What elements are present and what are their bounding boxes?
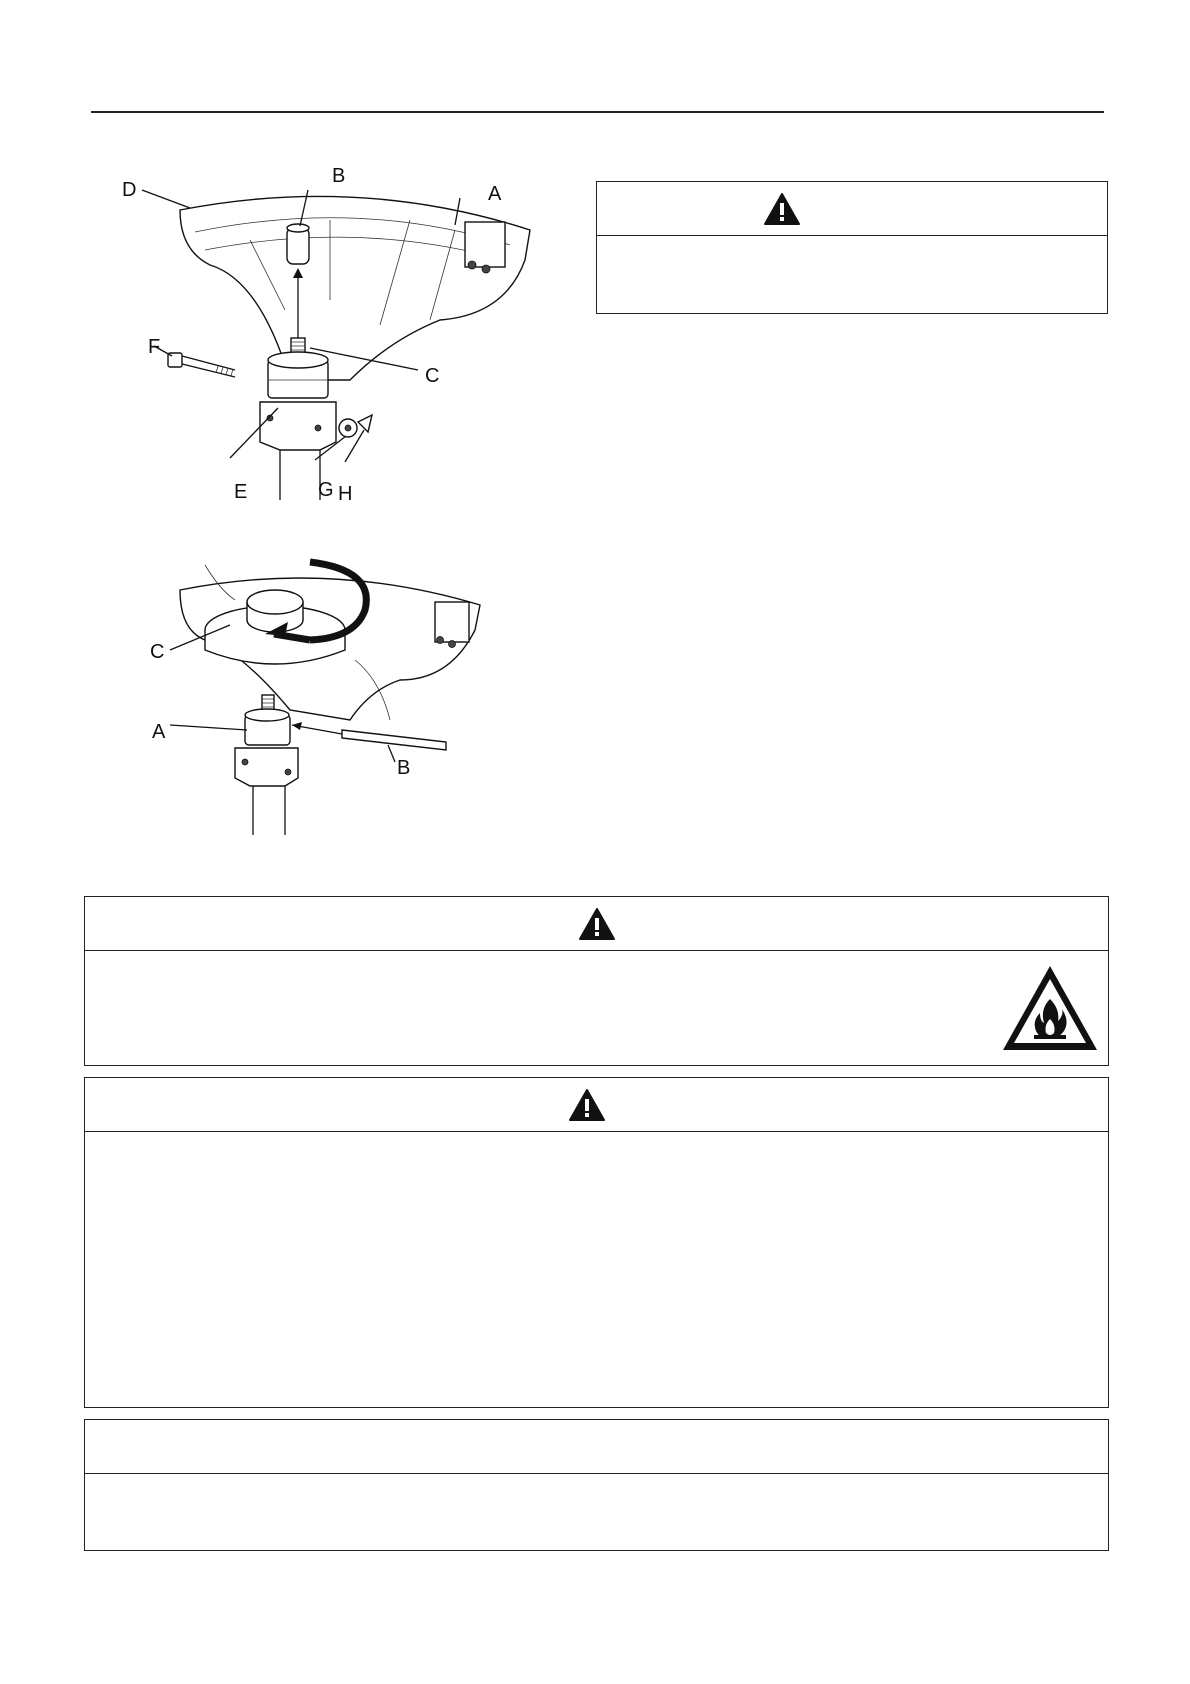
note-box [84,1419,1109,1551]
fig1-label-f: F [148,336,161,358]
fig1-label-d: D [122,179,137,201]
fig1-label-c: C [425,365,440,387]
warning-triangle-icon [763,192,801,226]
warning-box-3 [84,1077,1109,1408]
warning-box-1-header [597,182,1107,236]
flammable-hazard-icon [1000,963,1100,1053]
fig2-label-a: A [152,721,166,743]
warning-triangle-icon [568,1088,606,1122]
warning-box-2-header [85,897,1108,951]
warning-box-1 [596,181,1108,314]
fig1-label-e: E [234,481,248,503]
fig1-label-b: B [332,165,346,187]
fig2-label-c: C [150,641,165,663]
warning-triangle-icon [578,907,616,941]
fig1-label-g: G [318,479,334,501]
figure-guard-assembly [110,165,530,510]
spacer-part [287,228,309,264]
figure-trimmer-head-install [150,550,490,840]
page-top-rule [91,111,1104,113]
note-box-header [85,1420,1108,1474]
fig1-label-a: A [488,183,502,205]
fig1-label-h: H [338,483,353,505]
fig2-label-b: B [397,757,411,779]
warning-box-2 [84,896,1109,1066]
warning-box-3-header [85,1078,1108,1132]
